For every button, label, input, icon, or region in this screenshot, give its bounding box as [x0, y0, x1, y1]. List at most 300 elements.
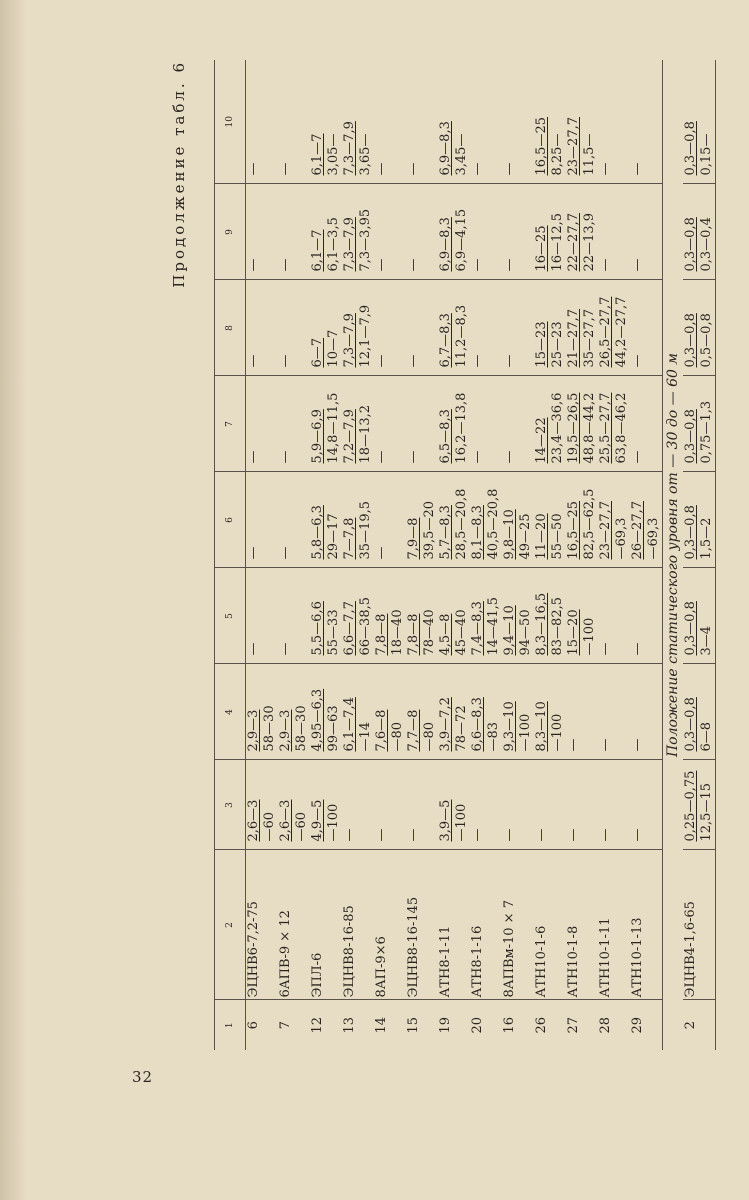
cell-line: 6,9—4,15 [454, 208, 469, 272]
cell-line: — [630, 450, 645, 464]
cell-line: 58—30 [262, 705, 277, 752]
table-caption: Продолжение табл. 6 [170, 60, 188, 288]
value-cell [534, 280, 566, 376]
value-cell [310, 664, 342, 760]
cell-line: 21—27,7 [566, 309, 581, 368]
cell-line: 35—27,7 [582, 309, 597, 368]
cell-line: 6,9—8,3 [438, 121, 453, 176]
cell-line: —14 [358, 721, 373, 752]
cell-line: —60 [294, 811, 309, 842]
cell-line: — [374, 450, 389, 464]
value-cell [534, 184, 566, 280]
value-cell [470, 184, 502, 280]
table-row [534, 60, 566, 1050]
value-cell [502, 280, 534, 376]
value-cell [502, 472, 534, 568]
row-number: 14 [374, 1016, 389, 1034]
cell-line: 11,2—8,3 [454, 304, 469, 368]
cell-line: 23—27,7 [598, 501, 613, 560]
cell-line: 0,3—0,8 [683, 121, 698, 176]
cell-line: —83 [486, 721, 501, 752]
cell-line: — [374, 828, 389, 842]
cell-line: — [470, 162, 485, 176]
value-cell [566, 60, 598, 184]
cell-line: 0,25—0,75 [683, 770, 698, 842]
value-cell [342, 568, 374, 664]
pump-type: ЭЦНВ8-16-85 [342, 850, 374, 1000]
cell-line: 16,2—13,8 [454, 392, 469, 464]
cell-line: 6—7 [310, 337, 325, 368]
cell-line: — [630, 738, 645, 752]
value-cell [342, 760, 374, 850]
table-row [502, 60, 534, 1050]
cell-line: 4,9—5 [310, 799, 325, 842]
cell-line: 16—25 [534, 225, 549, 272]
cell-line: 19,5—26,5 [566, 392, 581, 464]
value-cell [598, 664, 630, 760]
cell-line: 11—20 [534, 513, 549, 560]
row-number: 20 [470, 1016, 485, 1034]
rotated-table-block [170, 60, 714, 1050]
pump-type: ЭПЛ-6 [310, 850, 342, 1000]
data-table [214, 60, 716, 1050]
cell-line: 5,5—6,6 [310, 601, 325, 656]
table-row [310, 60, 342, 1050]
value-cell [406, 60, 438, 184]
column-header: 8 [215, 280, 246, 376]
cell-line: —80 [390, 721, 405, 752]
value-cell [683, 184, 716, 280]
cell-line: 15—20 [566, 609, 581, 656]
value-cell [598, 472, 630, 568]
table-row [406, 60, 438, 1050]
value-cell [502, 664, 534, 760]
row-number: 13 [342, 1016, 357, 1034]
value-cell [246, 664, 279, 760]
row-number: 15 [406, 1016, 421, 1034]
value-cell [310, 376, 342, 472]
cell-line: — [534, 828, 549, 842]
value-cell [470, 568, 502, 664]
value-cell [534, 376, 566, 472]
cell-line: 3—4 [699, 625, 714, 656]
value-cell [278, 184, 310, 280]
value-cell [534, 760, 566, 850]
value-cell [438, 184, 470, 280]
cell-line: — [278, 162, 293, 176]
value-cell [534, 472, 566, 568]
value-cell [342, 664, 374, 760]
cell-line: 7,9—8 [406, 517, 421, 560]
cell-line: 5,9—6,9 [310, 409, 325, 464]
cell-line: 7,3—7,9 [342, 217, 357, 272]
cell-line: 3,9—5 [438, 799, 453, 842]
cell-line: — [374, 354, 389, 368]
column-header: 10 [215, 60, 246, 184]
row-number: 6 [246, 1021, 261, 1030]
column-header: 4 [215, 664, 246, 760]
value-cell [502, 760, 534, 850]
value-cell [278, 60, 310, 184]
column-header: 9 [215, 184, 246, 280]
cell-line: 5,8—6,3 [310, 505, 325, 560]
cell-line: — [598, 642, 613, 656]
cell-line: — [278, 354, 293, 368]
table-row [278, 60, 310, 1050]
cell-line: 25,5—27,7 [598, 392, 613, 464]
value-cell [683, 60, 716, 184]
cell-line: 8,1—8,3 [470, 505, 485, 560]
value-cell [278, 472, 310, 568]
value-cell [502, 376, 534, 472]
cell-line: — [406, 258, 421, 272]
cell-line: — [374, 546, 389, 560]
cell-line: 6,6—7,7 [342, 601, 357, 656]
table-row [470, 60, 502, 1050]
cell-line: 5,7—8,3 [438, 505, 453, 560]
value-cell [630, 184, 663, 280]
cell-line: — [406, 828, 421, 842]
value-cell [310, 568, 342, 664]
value-cell [683, 760, 716, 850]
value-cell [310, 280, 342, 376]
cell-line: 6,1—7 [310, 229, 325, 272]
value-cell [246, 472, 279, 568]
column-header: 7 [215, 376, 246, 472]
cell-line: — [470, 450, 485, 464]
pump-type: ЭЦНВ6-7,2-75 [246, 850, 279, 1000]
cell-line: — [502, 450, 517, 464]
pump-type: АТН10-1-11 [598, 850, 630, 1000]
value-cell [278, 760, 310, 850]
value-cell [246, 280, 279, 376]
value-cell [566, 184, 598, 280]
table-row [598, 60, 630, 1050]
cell-line: 55—33 [326, 609, 341, 656]
value-cell [470, 280, 502, 376]
cell-line: — [598, 738, 613, 752]
cell-line: 2,6—3 [246, 799, 261, 842]
row-number: 7 [278, 1021, 293, 1030]
value-cell [374, 664, 406, 760]
cell-line: — [342, 828, 357, 842]
pump-type: АТН8-1-16 [470, 850, 502, 1000]
table-row [246, 60, 279, 1050]
value-cell [566, 376, 598, 472]
cell-line: 6,7—8,3 [438, 313, 453, 368]
cell-line: 0,3—0,8 [683, 505, 698, 560]
cell-line: 16,5—25 [566, 501, 581, 560]
cell-line: 8,25— [550, 133, 565, 176]
cell-line: 8,3—10 [534, 701, 549, 752]
value-cell [278, 376, 310, 472]
cell-line: 15—23 [534, 321, 549, 368]
cell-line: 44,2—27,7 [614, 296, 629, 368]
cell-line: — [502, 258, 517, 272]
cell-line: — [630, 162, 645, 176]
cell-line: 7,7—8 [406, 709, 421, 752]
value-cell [598, 568, 630, 664]
page-number: 32 [132, 1068, 154, 1086]
value-cell [566, 472, 598, 568]
value-cell [566, 760, 598, 850]
cell-line: 9,3—10 [502, 701, 517, 752]
value-cell [438, 760, 470, 850]
cell-line: — [470, 828, 485, 842]
cell-line: 45—40 [454, 609, 469, 656]
value-cell [598, 760, 630, 850]
cell-line: 6,1—3,5 [326, 217, 341, 272]
cell-line: — [406, 354, 421, 368]
cell-line: —100 [582, 617, 597, 656]
value-cell [246, 568, 279, 664]
cell-line: 23,4—36,6 [550, 392, 565, 464]
cell-line: — [246, 162, 261, 176]
value-cell [246, 184, 279, 280]
cell-line: 7,4—8,3 [470, 601, 485, 656]
cell-line: — [470, 354, 485, 368]
value-cell [310, 760, 342, 850]
cell-line: 6,1—7,4 [342, 697, 357, 752]
cell-line: 14—22 [534, 417, 549, 464]
value-cell [470, 760, 502, 850]
cell-line: — [246, 354, 261, 368]
value-cell [310, 472, 342, 568]
cell-line: 4,95—6,3 [310, 688, 325, 752]
cell-line: — [278, 546, 293, 560]
value-cell [246, 760, 279, 850]
cell-line: 2,9—3 [246, 709, 261, 752]
cell-line: — [406, 450, 421, 464]
value-cell [502, 568, 534, 664]
cell-line: 2,9—3 [278, 709, 293, 752]
cell-line: 4,5—8 [438, 613, 453, 656]
cell-line: 23—27,7 [566, 117, 581, 176]
value-cell [342, 376, 374, 472]
value-cell [502, 60, 534, 184]
cell-line: 40,5—20,8 [486, 488, 501, 560]
column-header: 2 [215, 850, 246, 1000]
value-cell [278, 280, 310, 376]
value-cell [502, 184, 534, 280]
cell-line: 35—19,5 [358, 501, 373, 560]
value-cell [246, 60, 279, 184]
cell-line: 6,5—8,3 [438, 409, 453, 464]
cell-line: 26—27,7 [630, 501, 645, 560]
cell-line: 25—23 [550, 321, 565, 368]
cell-line: 28,5—20,8 [454, 488, 469, 560]
cell-line: — [374, 162, 389, 176]
cell-line: — [502, 828, 517, 842]
cell-line: — [278, 450, 293, 464]
value-cell [598, 60, 630, 184]
table-row [630, 60, 663, 1050]
cell-line: 29—17 [326, 513, 341, 560]
cell-line: 94—50 [518, 609, 533, 656]
pump-type: АТН8-1-11 [438, 850, 470, 1000]
value-cell [598, 184, 630, 280]
value-cell [406, 280, 438, 376]
value-cell [683, 568, 716, 664]
cell-line: 14,8—11,5 [326, 392, 341, 464]
cell-line: — [406, 162, 421, 176]
section-unit: м [665, 352, 681, 365]
cell-line: 9,4—10 [502, 605, 517, 656]
cell-line: 48,8—44,2 [582, 392, 597, 464]
column-header: 3 [215, 760, 246, 850]
cell-line: —100 [326, 803, 341, 842]
value-cell [342, 60, 374, 184]
cell-line: 49—25 [518, 513, 533, 560]
cell-line: — [630, 258, 645, 272]
cell-line: 0,75—1,3 [699, 400, 714, 464]
section-cell [663, 60, 684, 1050]
cell-line: 2,6—3 [278, 799, 293, 842]
row-number: 16 [502, 1016, 517, 1034]
cell-line: 0,5—0,8 [699, 313, 714, 368]
value-cell [534, 664, 566, 760]
cell-line: 3,65— [358, 133, 373, 176]
cell-line: — [598, 162, 613, 176]
cell-line: —100 [518, 713, 533, 752]
value-cell [278, 664, 310, 760]
section-row [663, 60, 684, 1050]
value-cell [374, 376, 406, 472]
table-row [683, 60, 716, 1050]
table-row [342, 60, 374, 1050]
value-cell [470, 376, 502, 472]
cell-line: —69,3 [646, 517, 661, 560]
value-cell [310, 60, 342, 184]
table-row [566, 60, 598, 1050]
value-cell [342, 280, 374, 376]
cell-line: 14—41,5 [486, 597, 501, 656]
cell-line: 18—13,2 [358, 405, 373, 464]
cell-line: — [246, 546, 261, 560]
cell-line: 3,45— [454, 133, 469, 176]
value-cell [534, 568, 566, 664]
cell-line: — [502, 162, 517, 176]
value-cell [630, 280, 663, 376]
value-cell [406, 760, 438, 850]
value-cell [406, 472, 438, 568]
value-cell [598, 280, 630, 376]
value-cell [374, 280, 406, 376]
value-cell [683, 280, 716, 376]
cell-line: 78—40 [422, 609, 437, 656]
cell-line: 7,3—3,95 [358, 208, 373, 272]
cell-line: 11,5— [582, 133, 597, 176]
value-cell [630, 568, 663, 664]
pump-type: АТН10-1-6 [534, 850, 566, 1000]
pump-type: 8АПВм-10 × 7 [502, 850, 534, 1000]
column-header: 1 [215, 1000, 246, 1050]
cell-line: 99—63 [326, 705, 341, 752]
value-cell [246, 376, 279, 472]
cell-line: 6,6—8,3 [470, 697, 485, 752]
cell-line: —100 [550, 713, 565, 752]
cell-line: 82,5—62,5 [582, 488, 597, 560]
cell-line: 10—7 [326, 329, 341, 368]
value-cell [630, 664, 663, 760]
value-cell [630, 760, 663, 850]
cell-line: 0,3—0,8 [683, 313, 698, 368]
value-cell [630, 376, 663, 472]
value-cell [683, 472, 716, 568]
value-cell [438, 472, 470, 568]
cell-line: — [598, 258, 613, 272]
cell-line: 83—82,5 [550, 597, 565, 656]
cell-line: — [566, 738, 581, 752]
value-cell [630, 60, 663, 184]
cell-line: — [278, 642, 293, 656]
value-cell [683, 376, 716, 472]
value-cell [438, 376, 470, 472]
cell-line: 26,5—27,7 [598, 296, 613, 368]
cell-line: 3,05— [326, 133, 341, 176]
pump-type: 6АПВ-9 × 12 [278, 850, 310, 1000]
section-label: Положение статического уровня от — 30 до — 60 [665, 369, 681, 758]
row-number: 26 [534, 1016, 549, 1034]
value-cell [470, 664, 502, 760]
cell-line: 12,1—7,9 [358, 304, 373, 368]
cell-line: 12,5—15 [699, 783, 714, 842]
value-cell [406, 664, 438, 760]
value-cell [566, 280, 598, 376]
cell-line: 58—30 [294, 705, 309, 752]
cell-line: — [278, 258, 293, 272]
cell-line: 66—38,5 [358, 597, 373, 656]
cell-line: — [374, 258, 389, 272]
value-cell [598, 376, 630, 472]
cell-line: — [246, 642, 261, 656]
cell-line: 78—72 [454, 705, 469, 752]
cell-line: 22—13,9 [582, 213, 597, 272]
value-cell [406, 568, 438, 664]
cell-line: 6,9—8,3 [438, 217, 453, 272]
value-cell [438, 280, 470, 376]
cell-line: 7,8—8 [406, 613, 421, 656]
cell-line: 3,9—7,2 [438, 697, 453, 752]
value-cell [683, 664, 716, 760]
cell-line: 0,3—0,8 [683, 409, 698, 464]
cell-line: 7,6—8 [374, 709, 389, 752]
value-cell [630, 472, 663, 568]
cell-line: 16,5—25 [534, 117, 549, 176]
cell-line: —80 [422, 721, 437, 752]
row-number: 12 [310, 1016, 325, 1034]
cell-line: 7—7,8 [342, 517, 357, 560]
row-number: 2 [683, 1000, 716, 1050]
value-cell [438, 664, 470, 760]
row-number: 28 [598, 1016, 613, 1034]
cell-line: 1,5—2 [699, 517, 714, 560]
table-row [374, 60, 406, 1050]
pump-type: АТН10-1-13 [630, 850, 663, 1000]
value-cell [470, 60, 502, 184]
cell-line: 9,8—10 [502, 509, 517, 560]
cell-line: —60 [262, 811, 277, 842]
cell-line: — [566, 828, 581, 842]
cell-line: —69,3 [614, 517, 629, 560]
value-cell [374, 760, 406, 850]
value-cell [278, 568, 310, 664]
cell-line: 0,3—0,8 [683, 697, 698, 752]
cell-line: — [630, 642, 645, 656]
value-cell [342, 184, 374, 280]
column-header: 5 [215, 568, 246, 664]
cell-line: — [246, 258, 261, 272]
